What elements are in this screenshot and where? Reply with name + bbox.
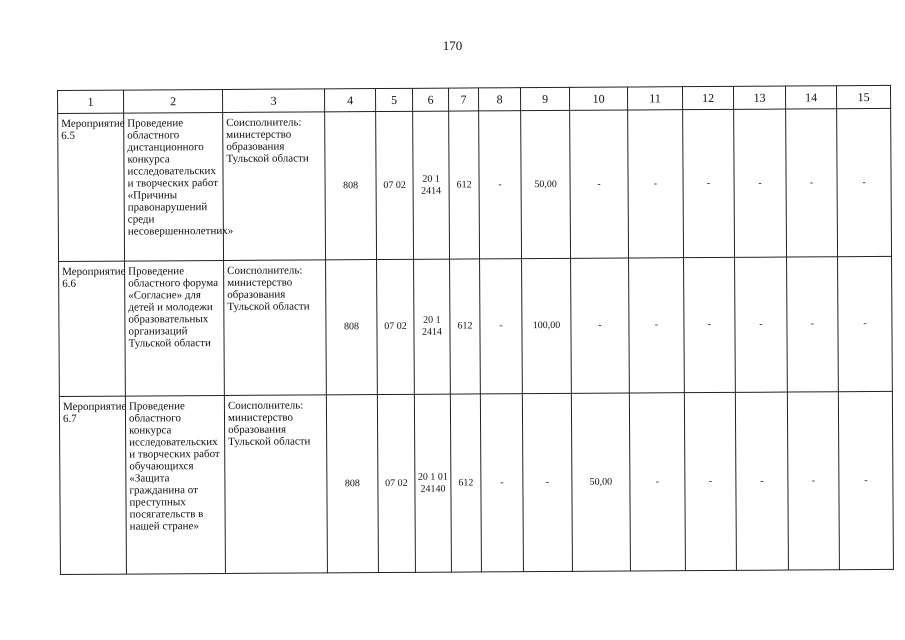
col-header-12: 12: [682, 86, 733, 109]
cell-col10: -: [571, 258, 630, 393]
cell-col6: 20 1 2414: [413, 111, 450, 259]
cell-col4: 808: [325, 112, 377, 260]
col-header-4: 4: [324, 89, 375, 112]
budget-table: [57, 85, 894, 575]
cell-col9: 50,00: [521, 110, 571, 258]
cell-col13: -: [735, 392, 788, 570]
col-header-10: 10: [569, 87, 627, 110]
col-header-7: 7: [448, 88, 478, 111]
event-id: Мероприятие 6.7: [59, 396, 126, 574]
cell-col14: -: [786, 109, 838, 257]
table-row: [58, 108, 892, 261]
col-header-2: 2: [124, 89, 223, 113]
col-header-6: 6: [412, 88, 448, 111]
event-description: Проведение областного дистанционного конкурса исследовательских и творческих работ «Причины правонарушений среди несовершеннолетних»: [124, 112, 224, 261]
cell-col5: 07 02: [377, 259, 415, 394]
cell-col11: -: [629, 258, 685, 393]
cell-col12: -: [684, 392, 736, 570]
event-description: Проведение областного конкурса исследовательских и творческих работ обучающихся «Защита гражданина от преступных посягательств в нашей стране»: [125, 395, 225, 574]
col-header-9: 9: [520, 87, 569, 110]
event-executor: Соисполнитель: министерство образования Тульской области: [224, 260, 327, 396]
cell-col8: -: [480, 394, 523, 572]
page-number: 170: [442, 38, 463, 53]
col-header-15: 15: [836, 85, 890, 108]
cell-col9: -: [522, 393, 572, 571]
table-row: [59, 256, 893, 396]
cell-col8: -: [479, 111, 522, 259]
cell-col12: -: [684, 257, 736, 392]
col-header-5: 5: [375, 88, 412, 111]
cell-col5: 07 02: [376, 111, 414, 259]
event-id: Мероприятие 6.5: [58, 113, 125, 261]
cell-col14: -: [787, 392, 839, 570]
event-executor: Соисполнитель: министерство образования Тульской области: [224, 395, 327, 574]
event-description: Проведение областного форума «Согласие» для детей и молодежи образовательных организаций Тульской области: [125, 260, 225, 396]
cell-col4: 808: [326, 395, 378, 573]
cell-col5: 07 02: [377, 394, 415, 572]
cell-col13: -: [735, 257, 788, 392]
col-header-14: 14: [785, 86, 836, 109]
cell-col10: 50,00: [571, 393, 630, 571]
cell-col7: 612: [450, 259, 481, 394]
col-header-1: 1: [58, 90, 124, 113]
budget-table-wrapper: [57, 85, 893, 568]
cell-col15: -: [838, 391, 893, 569]
cell-col14: -: [787, 257, 839, 392]
cell-col8: -: [480, 259, 523, 394]
cell-col11: -: [628, 110, 684, 258]
cell-col15: -: [838, 256, 893, 391]
cell-col6: 20 1 2414: [414, 259, 451, 394]
cell-col13: -: [734, 109, 787, 257]
cell-col15: -: [837, 108, 892, 256]
cell-col12: -: [683, 109, 735, 257]
cell-col7: 612: [449, 111, 480, 259]
table-row: [59, 391, 893, 574]
col-header-13: 13: [733, 86, 785, 109]
cell-col6: 20 1 01 24140: [414, 394, 451, 572]
cell-col10: -: [570, 110, 629, 258]
col-header-11: 11: [627, 87, 682, 110]
event-id: Мероприятие 6.6: [59, 261, 126, 396]
cell-col9: 100,00: [522, 258, 572, 393]
cell-col4: 808: [326, 260, 378, 395]
col-header-3: 3: [222, 89, 324, 113]
cell-col7: 612: [450, 394, 481, 572]
event-executor: Соисполнитель: министерство образования Тульской области: [223, 112, 326, 261]
cell-col11: -: [629, 393, 685, 571]
col-header-8: 8: [478, 88, 520, 111]
